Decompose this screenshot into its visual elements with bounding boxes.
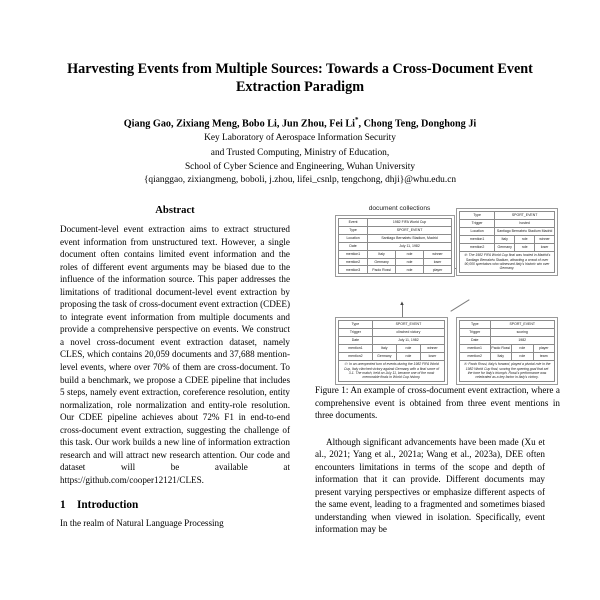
mention-label: mention1 xyxy=(339,344,373,352)
mention-label: mention3 xyxy=(339,266,368,274)
mention-entity: Paolo Rossi xyxy=(368,266,396,274)
mention-role: winner xyxy=(424,250,452,258)
table-row xyxy=(339,250,452,258)
abstract-text: Document-level event extraction aims to extract structured event information from unstructured text. However, a single document often contains limited event information and the roles of different event arguments may be biased due to the influence of the information source. This paper addresses the limitations of traditional document-level event extraction by proposing the task of cross-document event extraction (CDEE) to integrate event information from multiple documents and provide a comprehensive perspective on events. We construct a novel cross-document event extraction dataset, namely CLES, which contains 20,059 documents and 37,688 mention-level events, where over 70% of them are cross-document. To build a benchmark, we propose a CDEE pipeline that includes 5 steps, namely event extraction, coreference resolution, entity normalization, role normalization and entity-role resolution. Our CDEE pipeline achieves about 72% F1 in end-to-end cross-document event extraction, suggesting the challenge of this task. Our work builds a new line of information extraction research and will attract new research attention. Our code and dataset will be available at https://github.com/cooper12121/CLES. xyxy=(60,224,290,485)
introduction-number: 1 xyxy=(60,499,66,512)
table-row xyxy=(339,242,452,250)
table-row xyxy=(339,226,452,234)
table-row xyxy=(460,336,555,344)
merged-event-box xyxy=(335,215,455,277)
author-list xyxy=(60,116,540,131)
mention-role: team xyxy=(533,352,555,360)
table-row xyxy=(460,235,555,243)
mention-role-key: role xyxy=(515,243,535,251)
mention-role: winner xyxy=(535,235,555,243)
mention-role-key: role xyxy=(396,352,420,360)
document-1-note: ③: The 1982 FIFA World Cup final was hosted in Madrid's Santiago Bernabéu Stadium, attracting a crowd of over 90,000 spectators who witnessed Italy's historic win over Germany. xyxy=(459,252,555,274)
field-value: July 11, 1982 xyxy=(368,242,452,250)
table-row xyxy=(339,266,452,274)
right-column xyxy=(315,205,560,536)
mention-label: mention2 xyxy=(460,352,491,360)
document-3-box xyxy=(456,317,558,385)
author-footnote-marker: * xyxy=(354,115,359,124)
table-row xyxy=(460,243,555,251)
mention-entity: Italy xyxy=(495,235,515,243)
author-email: {qianggao, zixiangmeng, boboli, j.zhou, lifei_csnlp, tengchong, dhji}@whu.edu.cn xyxy=(143,175,457,186)
field-key: Date xyxy=(339,336,373,344)
affiliation-line-3: School of Cyber Science and Engineering, Wuhan University xyxy=(184,161,416,172)
table-row xyxy=(339,219,452,227)
mention-label: mention1 xyxy=(460,235,495,243)
right-column-paragraph: Although significant advancements have been made (Xu et al., 2021; Yang et al., 2021a; Wang et al., 2023a), DEE often encounters limitations in terms of the scope and depth of information that it can provide. Different documents may present varying perspectives or emphasize different aspects of the same event, leading to a fragmented and sometimes biased understanding when viewed in isolation. Specifically, event information may be xyxy=(315,436,545,535)
mention-role-key: role xyxy=(515,235,535,243)
field-value: SPORT_EVENT xyxy=(495,212,555,220)
field-key: Date xyxy=(339,242,368,250)
table-row xyxy=(339,328,445,336)
mention-role-key: role xyxy=(396,344,420,352)
mention-role: loser xyxy=(424,258,452,266)
mention-role: loser xyxy=(420,352,444,360)
mention-entity: Germany xyxy=(372,352,396,360)
field-value: Santiago Bernabéu Stadium Madrid xyxy=(495,227,555,235)
connector-diagonal xyxy=(450,299,469,312)
document-1-box xyxy=(456,208,558,276)
left-column xyxy=(60,205,290,536)
field-key: Location xyxy=(460,227,495,235)
table-row xyxy=(339,234,452,242)
field-key: Type xyxy=(460,321,491,329)
field-key: Type xyxy=(339,226,368,234)
field-key: Type xyxy=(339,321,373,329)
mention-role: loser xyxy=(535,243,555,251)
field-key: Event xyxy=(339,219,368,227)
field-key: Trigger xyxy=(460,328,491,336)
document-2-note: ①: In an unexpected turn of events during the 1982 FIFA World Cup, Italy clinched victory against Germany with a final score of 3-1. The match, held on July 11, became one of the most memorable finals in World Cup history. xyxy=(338,361,445,383)
introduction-paragraph: In the realm of Natural Language Processing xyxy=(60,518,224,529)
mention-role-key: role xyxy=(512,344,534,352)
document-1-table xyxy=(459,211,555,252)
table-row xyxy=(460,352,555,360)
mention-entity: Italy xyxy=(490,352,512,360)
arrow-up-icon: ▲ xyxy=(399,301,405,307)
field-value: Santiago Bernabéu Stadium, Madrid xyxy=(368,234,452,242)
field-key: Trigger xyxy=(339,328,373,336)
mention-entity: Germany xyxy=(495,243,515,251)
mention-entity: Paolo Rossi xyxy=(490,344,512,352)
mention-label: mention1 xyxy=(460,344,491,352)
mention-label: mention1 xyxy=(339,250,368,258)
table-row xyxy=(460,344,555,352)
field-key: Location xyxy=(339,234,368,242)
mention-entity: Italy xyxy=(368,250,396,258)
mention-role-key: role xyxy=(396,258,424,266)
figure-diagram xyxy=(315,205,560,380)
abstract-heading: Abstract xyxy=(155,205,195,216)
table-row xyxy=(339,352,445,360)
author-names: Qiang Gao, Zixiang Meng, Bobo Li, Jun Zhou, Fei Li xyxy=(123,118,355,130)
merged-event-table xyxy=(338,218,452,274)
author-names-tail: , Chong Teng, Donghong Ji xyxy=(358,118,477,130)
document-2-box xyxy=(335,317,448,385)
mention-role-key: role xyxy=(396,250,424,258)
field-value: scoring xyxy=(490,328,555,336)
mention-label: mention2 xyxy=(339,352,373,360)
body-columns xyxy=(60,205,560,536)
table-row xyxy=(339,344,445,352)
table-row xyxy=(339,258,452,266)
mention-entity: Germany xyxy=(368,258,396,266)
field-key: Date xyxy=(460,336,491,344)
document-2-table xyxy=(338,320,445,361)
mention-role: winner xyxy=(420,344,444,352)
mention-role-key: role xyxy=(396,266,424,274)
figure-caption: Figure 1: An example of cross-document event extraction, where a comprehensive event is obtained from three event mentions in three documents. xyxy=(315,385,560,421)
mention-label: mention2 xyxy=(460,243,495,251)
field-value: clinched victory xyxy=(372,328,444,336)
field-value: 1982 FIFA World Cup xyxy=(368,219,452,227)
field-value: hosted xyxy=(495,219,555,227)
field-value: July 11, 1982 xyxy=(372,336,444,344)
table-row xyxy=(460,227,555,235)
document-3-note: ②: Paolo Rossi, Italy's forward, played a pivotal role in the 1982 World Cup final, scoring the opening goal that set the tone for Italy's triumph. Rossi's performance was celebrated as a key factor in Italy's victory. xyxy=(459,361,555,383)
table-row xyxy=(460,328,555,336)
field-value: SPORT_EVENT xyxy=(490,321,555,329)
table-row xyxy=(460,212,555,220)
introduction-title: Introduction xyxy=(77,499,139,512)
document-3-table xyxy=(459,320,555,361)
affiliation-line-2: and Trusted Computing, Ministry of Education, xyxy=(210,147,390,158)
introduction-heading xyxy=(60,499,290,511)
field-key: Type xyxy=(460,212,495,220)
field-value: 1982 xyxy=(490,336,555,344)
mention-entity: Italy xyxy=(372,344,396,352)
affiliation-line-1: Key Laboratory of Aerospace Information Security xyxy=(204,133,396,144)
title-block xyxy=(60,0,540,188)
field-value: SPORT_EVENT xyxy=(368,226,452,234)
mention-role-key: role xyxy=(512,352,534,360)
table-row xyxy=(460,321,555,329)
figure-1 xyxy=(315,205,560,422)
table-row xyxy=(339,336,445,344)
table-row xyxy=(460,219,555,227)
mention-role: player xyxy=(533,344,555,352)
page-title: Harvesting Events from Multiple Sources: Towards a Cross-Document Event Extraction Paradigm xyxy=(67,61,533,96)
field-key: Trigger xyxy=(460,219,495,227)
diagram-label: document collections xyxy=(368,205,431,212)
table-row xyxy=(339,321,445,329)
field-value: SPORT_EVENT xyxy=(372,321,444,329)
mention-label: mention2 xyxy=(339,258,368,266)
mention-role: player xyxy=(424,266,452,274)
